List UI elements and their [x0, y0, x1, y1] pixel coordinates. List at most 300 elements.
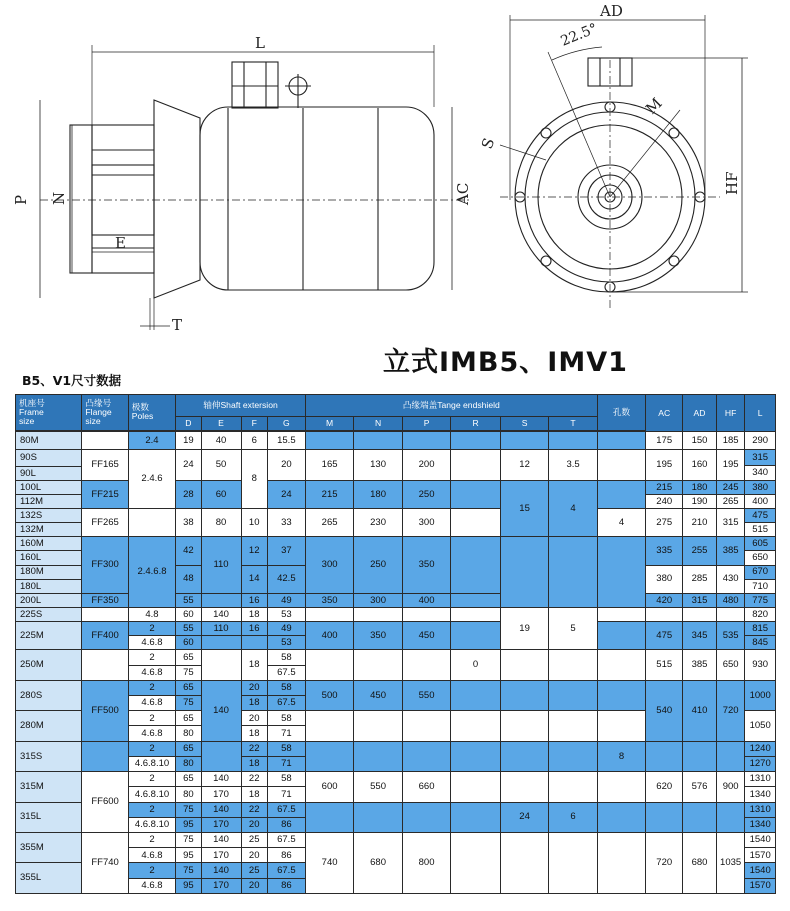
- frame-cell: 315S: [16, 741, 82, 771]
- l-cell: 1310: [745, 772, 776, 787]
- g-cell: 67.5: [267, 863, 305, 878]
- frame-cell: 225M: [16, 622, 82, 650]
- poles-cell: 4.6.8: [128, 665, 175, 680]
- ac-cell: 275: [646, 509, 683, 537]
- p-cell: 550: [402, 680, 450, 710]
- m-cell: 215: [305, 480, 353, 508]
- table-subtitle: B5、V1尺寸数据: [22, 373, 122, 388]
- ac-cell: 215: [646, 480, 683, 494]
- ac-cell: 420: [646, 593, 683, 607]
- holes-cell: 4: [597, 509, 645, 537]
- frame-cell: 250M: [16, 650, 82, 680]
- flange-outline: [70, 125, 92, 273]
- poles-cell: 2.4: [128, 431, 175, 449]
- g-cell: 86: [267, 817, 305, 832]
- header-poles: 极数 Poles: [128, 395, 175, 431]
- g-cell: 53: [267, 607, 305, 621]
- dim-label-e: E: [115, 234, 126, 252]
- poles-cell: 4.6.8: [128, 848, 175, 863]
- d-cell: 38: [176, 509, 201, 537]
- m-cell: 740: [305, 832, 353, 893]
- e-cell: 170: [201, 787, 241, 802]
- header-flange: 凸缘号 Flange size: [82, 395, 128, 431]
- d-cell: 55: [176, 622, 201, 636]
- l-cell: 1310: [745, 802, 776, 817]
- poles-cell: 2: [128, 832, 175, 847]
- g-cell: 37: [267, 537, 305, 565]
- p-cell: 250: [402, 480, 450, 508]
- l-cell: 380: [745, 480, 776, 494]
- frame-cell: 90S: [16, 450, 82, 466]
- f-cell: 14: [241, 565, 267, 593]
- table-row: [16, 680, 776, 695]
- g-cell: 67.5: [267, 802, 305, 817]
- d-cell: 95: [176, 878, 201, 893]
- p-cell: 400: [402, 593, 450, 607]
- dim-label-l: L: [255, 34, 265, 52]
- m-cell: 300: [305, 537, 353, 594]
- g-cell: 86: [267, 878, 305, 893]
- e-cell: 140: [201, 607, 241, 621]
- d-cell: 65: [176, 741, 201, 756]
- e-cell: 170: [201, 878, 241, 893]
- f-cell: 22: [241, 802, 267, 817]
- frame-cell: 355M: [16, 832, 82, 862]
- dim-label-m: M: [642, 94, 666, 118]
- frame-cell: 100L: [16, 480, 82, 494]
- frame-cell: 315L: [16, 802, 82, 832]
- t-cell: 5: [549, 607, 597, 649]
- ad-cell: 576: [683, 772, 717, 802]
- e-cell: 110: [201, 622, 241, 636]
- m-cell: 350: [305, 593, 353, 607]
- f-cell: 18: [241, 756, 267, 771]
- d-cell: 60: [176, 607, 201, 621]
- g-cell: 15.5: [267, 431, 305, 449]
- hf-cell: 265: [716, 494, 744, 508]
- hf-cell: 185: [716, 431, 744, 449]
- f-cell: 8: [241, 450, 267, 509]
- header-s: S: [500, 416, 548, 430]
- ad-cell: 680: [683, 832, 717, 893]
- dim-label-n: N: [50, 191, 68, 205]
- f-cell: 18: [241, 607, 267, 621]
- l-cell: 1240: [745, 741, 776, 756]
- hf-cell: 720: [716, 680, 744, 741]
- g-cell: 33: [267, 509, 305, 537]
- poles-cell: 4.6.8: [128, 636, 175, 650]
- ad-cell: 285: [683, 565, 717, 593]
- frame-cell: 160M: [16, 537, 82, 551]
- poles-cell: 2: [128, 802, 175, 817]
- n-cell: 300: [354, 593, 402, 607]
- n-cell: 680: [354, 832, 402, 893]
- f-cell: 20: [241, 711, 267, 726]
- f-cell: 18: [241, 787, 267, 802]
- d-cell: 60: [176, 636, 201, 650]
- l-cell: 400: [745, 494, 776, 508]
- frame-cell: 132S: [16, 509, 82, 523]
- header-ad: AD: [683, 395, 717, 432]
- ad-cell: 410: [683, 680, 717, 741]
- f-cell: 20: [241, 680, 267, 695]
- ad-cell: 190: [683, 494, 717, 508]
- poles-cell: 4.8: [128, 607, 175, 621]
- dim-label-s: S: [477, 135, 499, 152]
- flange-cell: FF300: [82, 537, 128, 594]
- ac-cell: 335: [646, 537, 683, 565]
- header-d: D: [176, 416, 201, 430]
- table-header-row: [16, 395, 776, 417]
- front-view: [500, 15, 748, 310]
- d-cell: 48: [176, 565, 201, 593]
- ac-cell: 475: [646, 622, 683, 650]
- poles-cell: 4.6.8: [128, 726, 175, 741]
- table-row: [16, 607, 776, 621]
- dim-label-ad: AD: [600, 2, 623, 20]
- m-cell: 400: [305, 622, 353, 650]
- l-cell: 1340: [745, 817, 776, 832]
- poles-cell: 4.6.8.10: [128, 787, 175, 802]
- n-cell: 180: [354, 480, 402, 508]
- l-cell: 815: [745, 622, 776, 636]
- d-cell: 65: [176, 680, 201, 695]
- g-cell: 42.5: [267, 565, 305, 593]
- n-cell: 450: [354, 680, 402, 710]
- s-cell: 12: [500, 450, 548, 480]
- g-cell: 67.5: [267, 665, 305, 680]
- hf-cell: 430: [716, 565, 744, 593]
- f-cell: 20: [241, 817, 267, 832]
- l-cell: 1000: [745, 680, 776, 710]
- f-cell: 25: [241, 832, 267, 847]
- header-f: F: [241, 416, 267, 430]
- p-cell: 660: [402, 772, 450, 802]
- frame-cell: 225S: [16, 607, 82, 621]
- motor-body: [200, 107, 434, 290]
- header-e: E: [201, 416, 241, 430]
- f-cell: 20: [241, 848, 267, 863]
- e-cell: 40: [201, 431, 241, 449]
- p-cell: 350: [402, 537, 450, 594]
- f-cell: 16: [241, 622, 267, 636]
- hf-cell: 535: [716, 622, 744, 650]
- d-cell: 42: [176, 537, 201, 565]
- frame-cell: 112M: [16, 494, 82, 508]
- header-tange: 凸缘端盖Tange endshield: [305, 395, 597, 417]
- table-row: [16, 650, 776, 665]
- frame-cell: 315M: [16, 772, 82, 802]
- e-cell: 140: [201, 863, 241, 878]
- ad-cell: 180: [683, 480, 717, 494]
- m-cell: 600: [305, 772, 353, 802]
- d-cell: 65: [176, 650, 201, 665]
- g-cell: 58: [267, 741, 305, 756]
- hf-cell: 245: [716, 480, 744, 494]
- e-cell: 80: [201, 509, 241, 537]
- e-cell: 140: [201, 832, 241, 847]
- l-cell: 930: [745, 650, 776, 680]
- table-row: [16, 741, 776, 756]
- hf-cell: 650: [716, 650, 744, 680]
- l-cell: 340: [745, 465, 776, 480]
- ad-cell: 315: [683, 593, 717, 607]
- g-cell: 53: [267, 636, 305, 650]
- g-cell: 20: [267, 450, 305, 480]
- dimension-table: [15, 394, 776, 894]
- n-cell: 250: [354, 537, 402, 594]
- p-cell: 450: [402, 622, 450, 650]
- hf-cell: 1035: [716, 832, 744, 893]
- flange-cell: FF400: [82, 622, 128, 650]
- l-cell: 1540: [745, 863, 776, 878]
- d-cell: 75: [176, 802, 201, 817]
- poles-cell: 2: [128, 622, 175, 636]
- e-cell: 140: [201, 802, 241, 817]
- poles-cell: 2: [128, 772, 175, 787]
- d-cell: 95: [176, 848, 201, 863]
- ad-cell: 385: [683, 650, 717, 680]
- l-cell: 315: [745, 450, 776, 465]
- poles-cell: 2: [128, 863, 175, 878]
- hf-cell: 195: [716, 450, 744, 480]
- flange-cell: FF165: [82, 450, 128, 480]
- l-cell: 1570: [745, 878, 776, 893]
- g-cell: 67.5: [267, 695, 305, 710]
- l-cell: 1270: [745, 756, 776, 771]
- poles-cell: 4.6.8.10: [128, 756, 175, 771]
- poles-cell: 2.4.6: [128, 450, 175, 509]
- e-cell: 60: [201, 480, 241, 508]
- page-title: 立式IMB5、IMV1: [383, 347, 628, 378]
- f-cell: 6: [241, 431, 267, 449]
- d-cell: 19: [176, 431, 201, 449]
- g-cell: 58: [267, 680, 305, 695]
- n-cell: 230: [354, 509, 402, 537]
- m-cell: 265: [305, 509, 353, 537]
- e-cell: 110: [201, 537, 241, 594]
- n-cell: 350: [354, 622, 402, 650]
- f-cell: 20: [241, 878, 267, 893]
- frame-cell: 200L: [16, 593, 82, 607]
- l-cell: 1540: [745, 832, 776, 847]
- frame-cell: 280S: [16, 680, 82, 710]
- d-cell: 80: [176, 726, 201, 741]
- ac-cell: 620: [646, 772, 683, 802]
- poles-cell: 2: [128, 741, 175, 756]
- poles-cell: 4.6.8: [128, 695, 175, 710]
- side-view: [40, 45, 470, 330]
- table-row: [16, 450, 776, 465]
- s-cell: 19: [500, 607, 548, 649]
- ac-cell: 380: [646, 565, 683, 593]
- frame-cell: 180L: [16, 579, 82, 593]
- s-cell: 24: [500, 802, 548, 832]
- ad-cell: 345: [683, 622, 717, 650]
- g-cell: 58: [267, 650, 305, 665]
- e-cell: 170: [201, 817, 241, 832]
- dimension-table-container: [15, 394, 776, 894]
- t-cell: 3.5: [549, 450, 597, 480]
- f-cell: 10: [241, 509, 267, 537]
- f-cell: 18: [241, 726, 267, 741]
- dim-label-hf: HF: [723, 171, 741, 195]
- frame-cell: 132M: [16, 523, 82, 537]
- e-cell: 140: [201, 772, 241, 787]
- g-cell: 49: [267, 622, 305, 636]
- l-cell: 775: [745, 593, 776, 607]
- f-cell: 12: [241, 537, 267, 565]
- header-holes: 孔数: [597, 395, 645, 431]
- terminal-box: [232, 62, 278, 108]
- ac-cell: 540: [646, 680, 683, 741]
- flange-cell: FF265: [82, 509, 128, 537]
- poles-cell: 4.6.8: [128, 878, 175, 893]
- l-cell: 845: [745, 636, 776, 650]
- poles-cell: 4.6.8.10: [128, 817, 175, 832]
- d-cell: 80: [176, 787, 201, 802]
- header-p: P: [402, 416, 450, 430]
- ac-cell: 720: [646, 832, 683, 893]
- ac-cell: 195: [646, 450, 683, 480]
- m-cell: 165: [305, 450, 353, 480]
- f-cell: 25: [241, 863, 267, 878]
- poles-cell: 2: [128, 680, 175, 695]
- t-cell: 6: [549, 802, 597, 832]
- l-cell: 605: [745, 537, 776, 551]
- poles-cell: 2: [128, 711, 175, 726]
- header-t: T: [549, 416, 597, 430]
- table-row: [16, 431, 776, 448]
- table-row: [16, 832, 776, 847]
- flange-cell: FF600: [82, 772, 128, 833]
- g-cell: 86: [267, 848, 305, 863]
- d-cell: 75: [176, 863, 201, 878]
- l-cell: 290: [745, 431, 776, 449]
- dim-label-p: P: [12, 194, 30, 205]
- ad-cell: 210: [683, 509, 717, 537]
- f-cell: 22: [241, 741, 267, 756]
- ad-cell: 150: [683, 431, 717, 449]
- l-cell: 1570: [745, 848, 776, 863]
- header-m: M: [305, 416, 353, 430]
- ac-cell: 240: [646, 494, 683, 508]
- l-cell: 515: [745, 523, 776, 537]
- frame-cell: 280M: [16, 711, 82, 741]
- f-cell: 22: [241, 772, 267, 787]
- table-row: [16, 772, 776, 787]
- frame-cell: 80M: [16, 431, 82, 449]
- table-row: [16, 537, 776, 551]
- d-cell: 55: [176, 593, 201, 607]
- flange-cell: FF500: [82, 680, 128, 741]
- frame-cell: 160L: [16, 551, 82, 565]
- header-g: G: [267, 416, 305, 430]
- hf-cell: 315: [716, 509, 744, 537]
- ad-cell: 255: [683, 537, 717, 565]
- frame-cell: 90L: [16, 466, 82, 480]
- hf-cell: 480: [716, 593, 744, 607]
- g-cell: 58: [267, 711, 305, 726]
- header-r: R: [451, 416, 501, 430]
- g-cell: 58: [267, 772, 305, 787]
- dim-label-angle: 22.5°: [558, 20, 600, 50]
- poles-cell: 2: [128, 650, 175, 665]
- m-cell: 500: [305, 680, 353, 710]
- table-row: [16, 622, 776, 636]
- g-cell: 67.5: [267, 832, 305, 847]
- g-cell: 49: [267, 593, 305, 607]
- e-cell: 170: [201, 848, 241, 863]
- l-cell: 650: [745, 551, 776, 565]
- e-cell: 140: [201, 680, 241, 741]
- e-cell: 50: [201, 450, 241, 480]
- header-hf: HF: [716, 395, 744, 432]
- l-cell: 1050: [745, 711, 776, 741]
- table-row: [16, 509, 776, 523]
- d-cell: 75: [176, 832, 201, 847]
- endshield-outline: [154, 100, 200, 298]
- ac-cell: 175: [646, 431, 683, 449]
- header-l: L: [745, 395, 776, 432]
- d-cell: 24: [176, 450, 201, 480]
- header-shaft: 轴伸Shaft extersion: [176, 395, 306, 417]
- hf-cell: 900: [716, 772, 744, 802]
- ad-cell: 160: [683, 450, 717, 480]
- n-cell: 550: [354, 772, 402, 802]
- f-cell: 18: [241, 695, 267, 710]
- poles-cell: 2.4.6.8: [128, 537, 175, 608]
- d-cell: 80: [176, 756, 201, 771]
- t-cell: 4: [549, 480, 597, 537]
- s-cell: 15: [500, 480, 548, 537]
- d-cell: 75: [176, 665, 201, 680]
- dim-label-t: T: [172, 316, 183, 334]
- flange-cell: FF350: [82, 593, 128, 607]
- header-frame: 机座号 Frame size: [16, 395, 82, 431]
- g-cell: 71: [267, 726, 305, 741]
- d-cell: 75: [176, 695, 201, 710]
- d-cell: 28: [176, 480, 201, 508]
- ac-cell: 515: [646, 650, 683, 680]
- d-cell: 95: [176, 817, 201, 832]
- frame-cell: 355L: [16, 863, 82, 894]
- g-cell: 71: [267, 787, 305, 802]
- l-cell: 1340: [745, 787, 776, 802]
- p-cell: 300: [402, 509, 450, 537]
- p-cell: 200: [402, 450, 450, 480]
- d-cell: 65: [176, 711, 201, 726]
- n-cell: 130: [354, 450, 402, 480]
- l-cell: 475: [745, 509, 776, 523]
- l-cell: 710: [745, 579, 776, 593]
- header-ac: AC: [646, 395, 683, 432]
- motor-dimension-drawing: [0, 0, 790, 345]
- holes-cell: 8: [597, 741, 645, 771]
- g-cell: 24: [267, 480, 305, 508]
- dim-label-ac: AC: [454, 182, 472, 205]
- frame-cell: 180M: [16, 565, 82, 579]
- r-cell: 0: [451, 650, 501, 680]
- f-cell: 16: [241, 593, 267, 607]
- g-cell: 71: [267, 756, 305, 771]
- header-n: N: [354, 416, 402, 430]
- flange-cell: FF215: [82, 480, 128, 508]
- l-cell: 820: [745, 607, 776, 621]
- flange-cell: FF740: [82, 832, 128, 893]
- d-cell: 65: [176, 772, 201, 787]
- p-cell: 800: [402, 832, 450, 893]
